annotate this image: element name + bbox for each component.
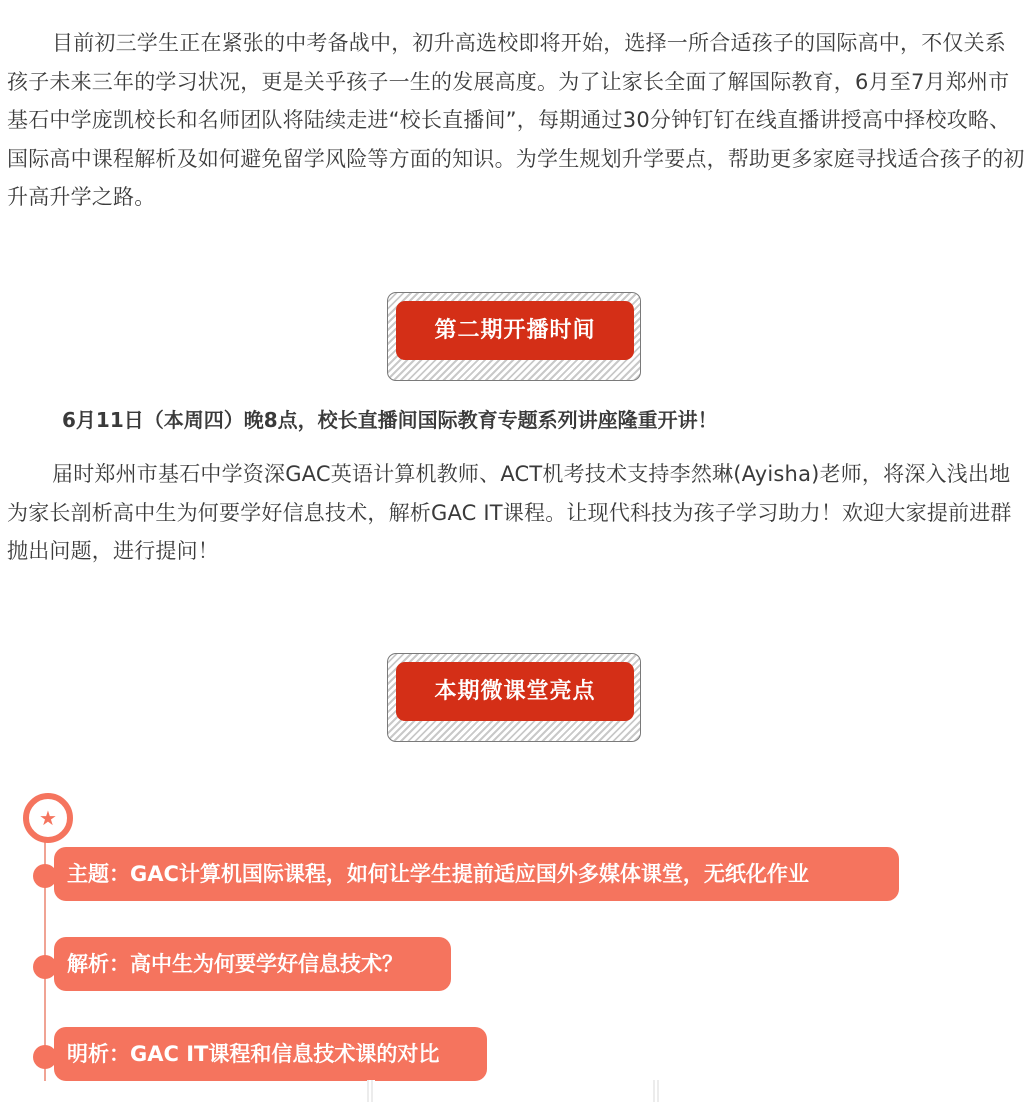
- section-title-badge-broadcast-time: [387, 292, 641, 381]
- section-title-broadcast-time: 第二期开播时间: [396, 301, 634, 360]
- lecture-description-paragraph: 届时郑州市基石中学资深GAC英语计算机教师、ACT机考技术支持李然琳(Ayisha)老师，将深入浅出地为家长剖析高中生为何要学好信息技术，解析GAC IT课程。让现代科技为孩子学习助力！欢迎大家提前进群抛出问题，进行提问！: [7, 462, 1012, 563]
- decorative-stripe: [367, 1080, 375, 1102]
- intro-paragraph: 目前初三学生正在紧张的中考备战中，初升高选校即将开始，选择一所合适孩子的国际高中，不仅关系孩子未来三年的学习状况，更是关乎孩子一生的发展高度。为了让家长全面了解国际教育，6月至7月郑州市基石中学庞凯校长和名师团队将陆续走进“校长直播间”，每期通过30分钟钉钉在线直播讲授高中择校攻略、国际高中课程解析及如何避免留学风险等方面的知识。为学生规划升学要点，帮助更多家庭寻找适合孩子的初升高升学之路。: [7, 31, 1025, 209]
- highlight-item-comparison: 明析：GAC IT课程和信息技术课的对比: [54, 1027, 487, 1081]
- decorative-stripe: [653, 1080, 661, 1102]
- highlight-item-analysis: 解析：高中生为何要学好信息技术？: [54, 937, 451, 991]
- section-title-highlights: 本期微课堂亮点: [396, 662, 634, 721]
- section-title-badge-highlights: [387, 653, 641, 742]
- highlight-item-topic: 主题：GAC计算机国际课程，如何让学生提前适应国外多媒体课堂，无纸化作业: [54, 847, 899, 901]
- broadcast-date-line: 6月11日（本周四）晚8点，校长直播间国际教育专题系列讲座隆重开讲！: [62, 408, 718, 432]
- star-icon: ★: [23, 793, 73, 843]
